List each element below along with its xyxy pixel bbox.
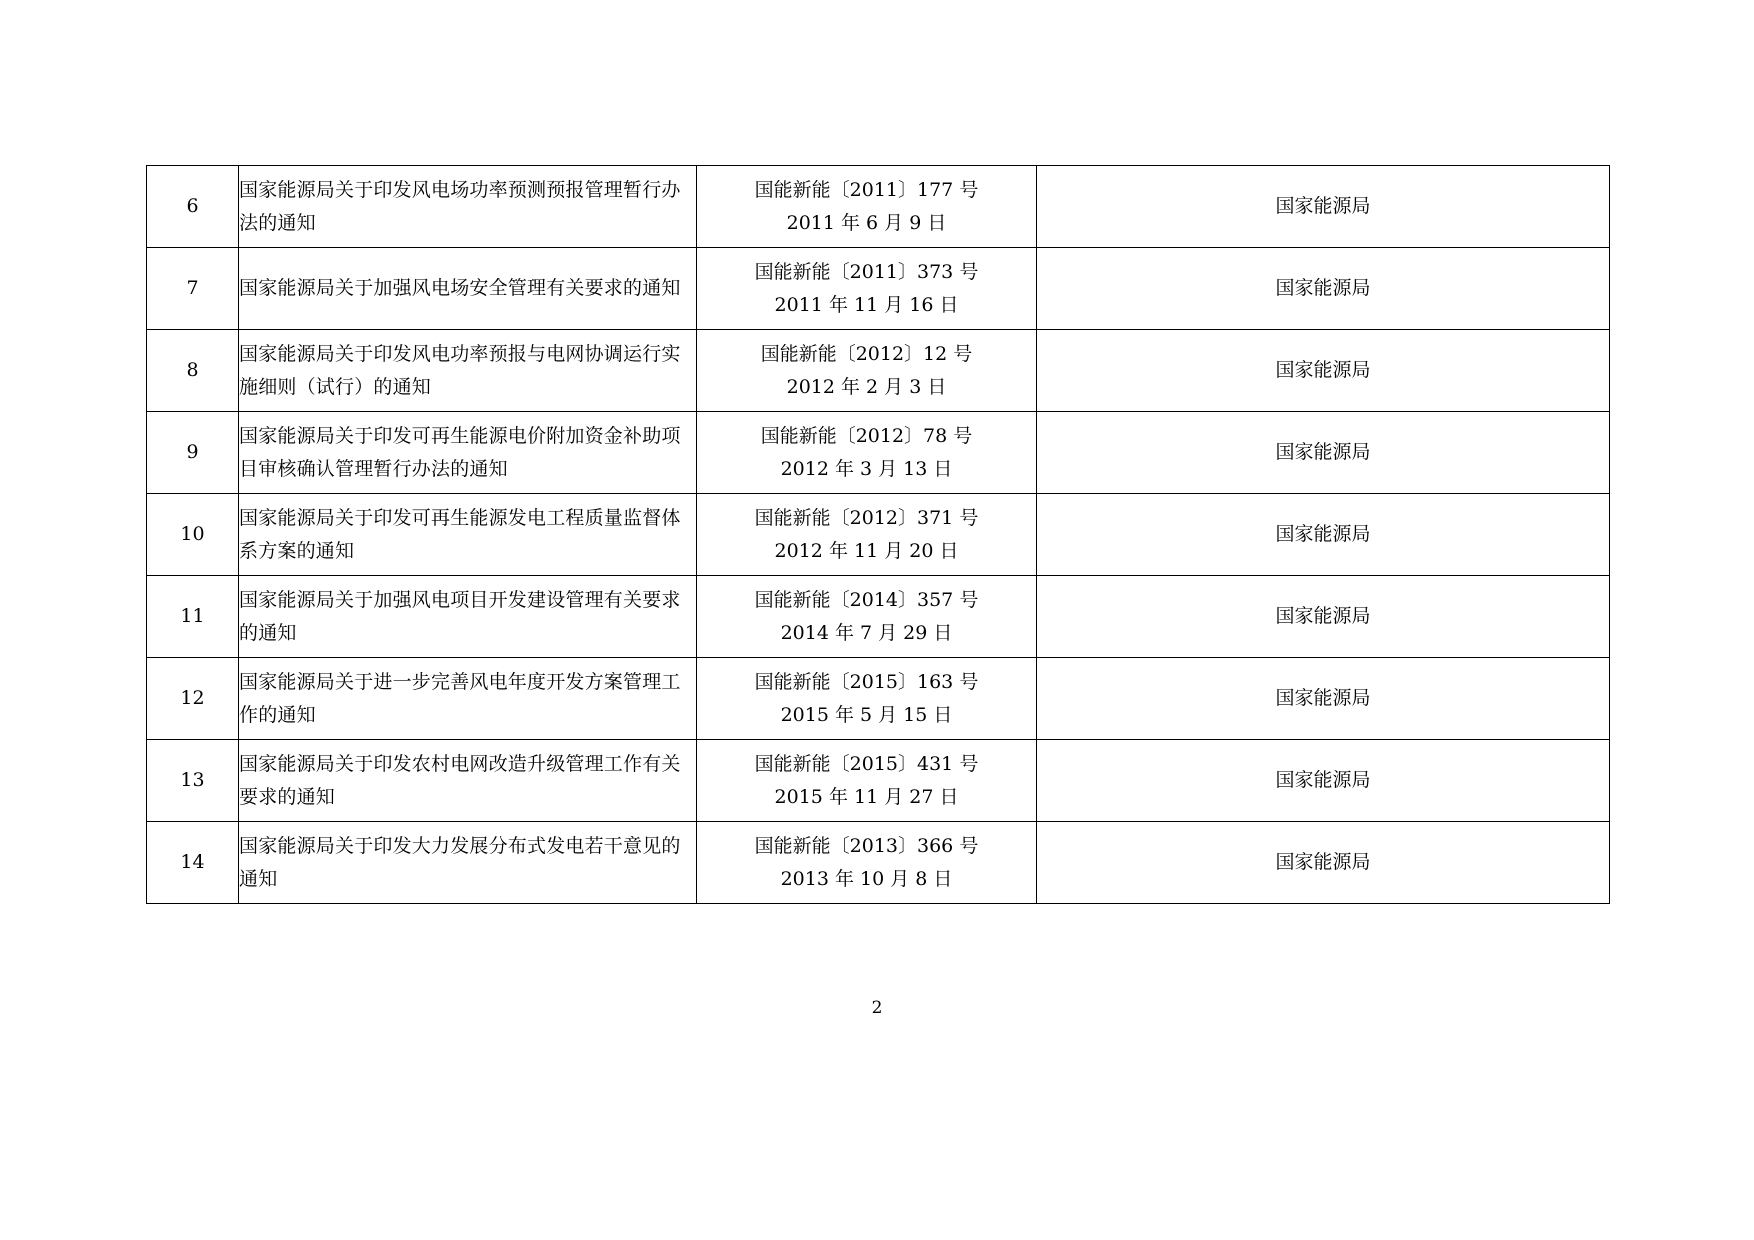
row-document-ref — [697, 658, 1037, 740]
row-title: 国家能源局关于加强风电场安全管理有关要求的通知 — [239, 248, 697, 330]
row-index: 7 — [147, 248, 239, 330]
row-organization: 国家能源局 — [1037, 248, 1610, 330]
row-document-number: 国能新能〔2011〕177 号 — [754, 178, 979, 201]
row-document-number: 国能新能〔2012〕78 号 — [760, 424, 973, 447]
row-document-date: 2012 年 2 月 3 日 — [786, 375, 947, 398]
policy-document-table — [146, 165, 1610, 904]
row-organization: 国家能源局 — [1037, 576, 1610, 658]
row-index: 14 — [147, 822, 239, 904]
row-organization: 国家能源局 — [1037, 494, 1610, 576]
row-title: 国家能源局关于印发可再生能源电价附加资金补助项目审核确认管理暂行办法的通知 — [239, 412, 697, 494]
row-organization: 国家能源局 — [1037, 740, 1610, 822]
row-document-ref — [697, 248, 1037, 330]
row-title: 国家能源局关于印发可再生能源发电工程质量监督体系方案的通知 — [239, 494, 697, 576]
row-organization: 国家能源局 — [1037, 166, 1610, 248]
row-index: 13 — [147, 740, 239, 822]
row-index: 8 — [147, 330, 239, 412]
row-document-date: 2012 年 3 月 13 日 — [780, 457, 953, 480]
table-row — [147, 248, 1610, 330]
row-title: 国家能源局关于印发农村电网改造升级管理工作有关要求的通知 — [239, 740, 697, 822]
row-document-date: 2015 年 5 月 15 日 — [780, 703, 953, 726]
page-number: 2 — [871, 998, 883, 1018]
row-title: 国家能源局关于印发风电场功率预测预报管理暂行办法的通知 — [239, 166, 697, 248]
row-document-date: 2014 年 7 月 29 日 — [780, 621, 953, 644]
table-row — [147, 166, 1610, 248]
row-index: 11 — [147, 576, 239, 658]
row-index: 6 — [147, 166, 239, 248]
row-index: 12 — [147, 658, 239, 740]
row-document-ref — [697, 822, 1037, 904]
row-document-ref — [697, 166, 1037, 248]
row-document-date: 2013 年 10 月 8 日 — [780, 867, 953, 890]
row-document-date: 2012 年 11 月 20 日 — [774, 539, 959, 562]
row-title: 国家能源局关于进一步完善风电年度开发方案管理工作的通知 — [239, 658, 697, 740]
row-title: 国家能源局关于印发风电功率预报与电网协调运行实施细则（试行）的通知 — [239, 330, 697, 412]
table-row — [147, 658, 1610, 740]
row-document-number: 国能新能〔2012〕371 号 — [754, 506, 979, 529]
row-document-number: 国能新能〔2015〕163 号 — [754, 670, 979, 693]
row-document-date: 2011 年 11 月 16 日 — [774, 293, 959, 316]
table-row — [147, 330, 1610, 412]
row-index: 10 — [147, 494, 239, 576]
row-document-number: 国能新能〔2013〕366 号 — [754, 834, 979, 857]
table-row — [147, 822, 1610, 904]
row-document-date: 2011 年 6 月 9 日 — [786, 211, 947, 234]
row-document-ref — [697, 330, 1037, 412]
row-document-ref — [697, 576, 1037, 658]
row-organization: 国家能源局 — [1037, 412, 1610, 494]
table-row — [147, 412, 1610, 494]
table-row — [147, 740, 1610, 822]
row-organization: 国家能源局 — [1037, 330, 1610, 412]
row-document-number: 国能新能〔2011〕373 号 — [754, 260, 979, 283]
row-document-ref — [697, 494, 1037, 576]
row-title: 国家能源局关于印发大力发展分布式发电若干意见的通知 — [239, 822, 697, 904]
row-title: 国家能源局关于加强风电项目开发建设管理有关要求的通知 — [239, 576, 697, 658]
row-document-ref — [697, 412, 1037, 494]
row-document-date: 2015 年 11 月 27 日 — [774, 785, 959, 808]
row-organization: 国家能源局 — [1037, 658, 1610, 740]
row-document-number: 国能新能〔2012〕12 号 — [760, 342, 973, 365]
row-organization: 国家能源局 — [1037, 822, 1610, 904]
table-row — [147, 494, 1610, 576]
row-document-number: 国能新能〔2014〕357 号 — [754, 588, 979, 611]
row-document-ref — [697, 740, 1037, 822]
row-document-number: 国能新能〔2015〕431 号 — [754, 752, 979, 775]
table-row — [147, 576, 1610, 658]
row-index: 9 — [147, 412, 239, 494]
